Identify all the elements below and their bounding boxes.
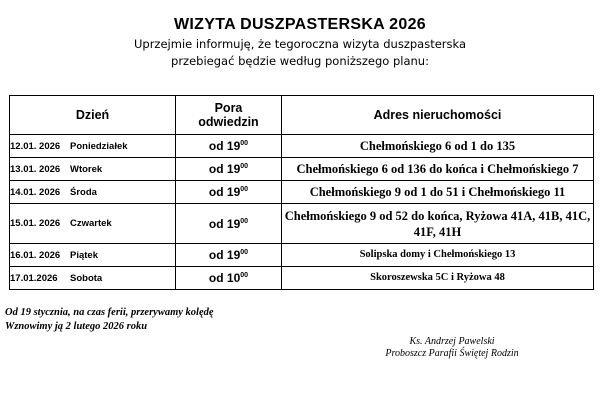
time-cell	[176, 244, 282, 267]
time-minutes: 00	[240, 249, 249, 256]
table-row	[10, 244, 594, 267]
signature-role: Proboszcz Parafii Świętej Rodzin	[385, 348, 519, 359]
date: 15.01. 2026	[10, 218, 61, 229]
day-cell	[10, 244, 176, 267]
address-cell: Solipska domy i Chełmońskiego 13	[282, 244, 594, 267]
weekday: Sobota	[70, 272, 103, 284]
date: 13.01. 2026	[10, 163, 61, 175]
weekday: Piątek	[70, 249, 98, 261]
table-row	[10, 135, 594, 158]
header-time-line-2: odwiedzin	[198, 115, 259, 129]
address-cell: Chełmońskiego 6 od 1 do 135	[282, 135, 594, 158]
note-pause: Od 19 stycznia, na czas ferii, przerywamy kolędę	[5, 307, 214, 318]
day-cell	[10, 158, 176, 181]
time-value: od 10	[208, 271, 241, 285]
time-minutes: 00	[240, 272, 249, 279]
weekday: Wtorek	[70, 163, 103, 175]
header-time-line-1: Pora	[214, 101, 243, 115]
note-resume: Wznowimy ją 2 lutego 2026 roku	[5, 321, 148, 332]
time-minutes: 00	[240, 163, 249, 170]
time-cell	[176, 135, 282, 158]
time-value: od 19	[208, 216, 241, 231]
date: 17.01.2026	[10, 272, 58, 284]
intro-line-2: przebiegać będzie według poniższego planu:	[171, 54, 429, 68]
time-cell	[176, 267, 282, 290]
time-minutes: 00	[240, 140, 249, 147]
time-cell	[176, 204, 282, 244]
address-cell: Chełmońskiego 6 od 136 do końca i Chełmońskiego 7	[282, 158, 594, 181]
header-day: Dzień	[10, 96, 176, 135]
day-cell	[10, 204, 176, 244]
date: 16.01. 2026	[10, 249, 61, 261]
weekday: Poniedziałek	[70, 140, 128, 152]
signature-name: Ks. Andrzej Pawelski	[409, 336, 495, 347]
table-row	[10, 158, 594, 181]
visit-schedule-table	[9, 95, 594, 290]
address-cell: Chełmońskiego 9 od 1 do 51 i Chełmońskiego 11	[282, 181, 594, 204]
time-value: od 19	[208, 248, 241, 262]
day-cell	[10, 267, 176, 290]
time-minutes: 00	[240, 217, 249, 225]
time-value: od 19	[208, 162, 241, 176]
address-cell: Chełmońskiego 9 od 52 do końca, Ryżowa 41A, 41B, 41C, 41F, 41H	[282, 204, 594, 244]
time-cell	[176, 181, 282, 204]
header-time	[176, 96, 282, 135]
date: 12.01. 2026	[10, 140, 61, 152]
day-cell	[10, 181, 176, 204]
intro-line-1: Uprzejmie informuję, że tegoroczna wizyta duszpasterska	[133, 37, 466, 51]
day-cell	[10, 135, 176, 158]
time-minutes: 00	[240, 186, 249, 193]
time-value: od 19	[208, 139, 241, 153]
page-title: WIZYTA DUSZPASTERSKA 2026	[174, 16, 426, 33]
time-value: od 19	[208, 185, 241, 199]
time-cell	[176, 158, 282, 181]
table-row	[10, 181, 594, 204]
date: 14.01. 2026	[10, 186, 61, 198]
address-cell: Skoroszewska 5C i Ryżowa 48	[282, 267, 594, 290]
weekday: Środa	[70, 186, 97, 198]
table-row	[10, 267, 594, 290]
weekday: Czwartek	[70, 218, 112, 229]
table-header-row	[10, 96, 594, 135]
table-row	[10, 204, 594, 244]
header-address: Adres nieruchomości	[282, 96, 594, 135]
